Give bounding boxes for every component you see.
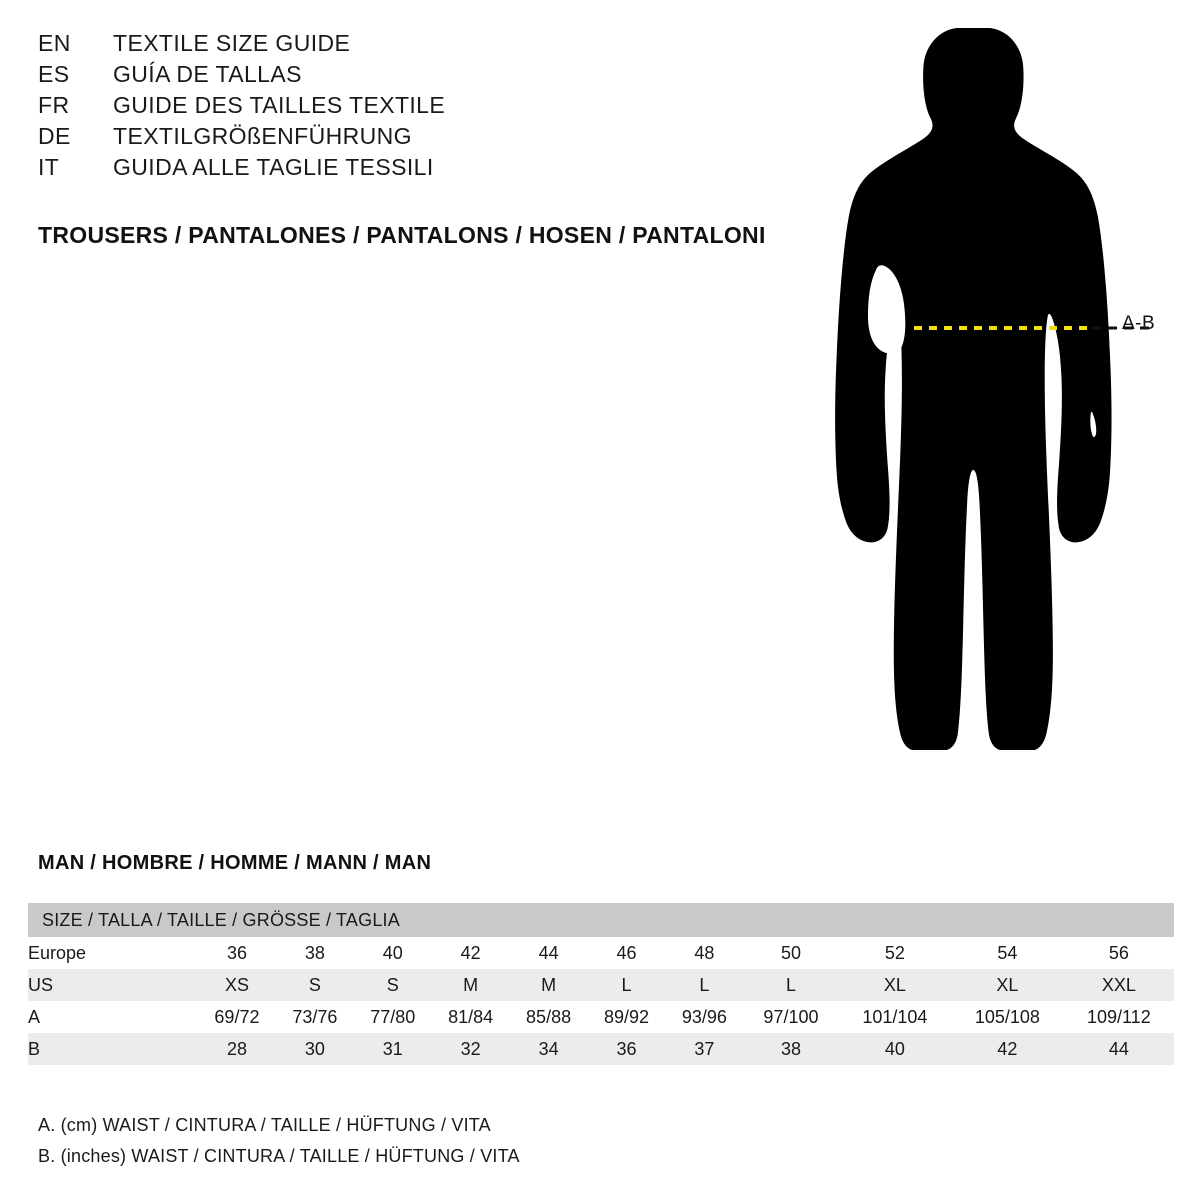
table-cell: 36	[198, 937, 276, 969]
language-row	[38, 61, 818, 92]
garment-type-line: TROUSERS / PANTALONES / PANTALONS / HOSEN / PANTALONI	[38, 222, 766, 248]
table-cell: 89/92	[588, 1001, 666, 1033]
language-code: DE	[38, 123, 71, 149]
language-text: GUIDE DES TAILLES TEXTILE	[113, 92, 446, 118]
table-cell: L	[588, 969, 666, 1001]
table-cell: L	[665, 969, 743, 1001]
language-row	[38, 123, 818, 154]
row-label: Europe	[28, 937, 198, 969]
table-cell: S	[276, 969, 354, 1001]
table-row	[28, 937, 1174, 969]
table-cell: L	[743, 969, 838, 1001]
table-cell: 101/104	[839, 1001, 952, 1033]
gender-label: MAN / HOMBRE / HOMME / MANN / MAN	[38, 852, 432, 874]
table-row	[28, 1001, 1174, 1033]
language-code: ES	[38, 61, 70, 87]
language-code: EN	[38, 30, 71, 56]
size-table	[28, 903, 1174, 1065]
table-row	[28, 1033, 1174, 1065]
table-cell: 28	[198, 1033, 276, 1065]
language-row	[38, 30, 818, 61]
table-cell: 81/84	[432, 1001, 510, 1033]
table-cell: 32	[432, 1033, 510, 1065]
language-text: GUÍA DE TALLAS	[113, 61, 302, 87]
table-cell: XXL	[1064, 969, 1174, 1001]
table-cell: 85/88	[510, 1001, 588, 1033]
table-cell: 56	[1064, 937, 1174, 969]
language-text: GUIDA ALLE TAGLIE TESSILI	[113, 154, 434, 180]
table-cell: 44	[510, 937, 588, 969]
table-cell: 37	[665, 1033, 743, 1065]
table-cell: 31	[354, 1033, 432, 1065]
language-code: FR	[38, 92, 70, 118]
table-cell: 44	[1064, 1033, 1174, 1065]
row-label: B	[28, 1033, 198, 1065]
silhouette-svg	[810, 20, 1190, 800]
table-cell: 50	[743, 937, 838, 969]
size-table-wrapper	[28, 903, 1174, 1065]
language-code: IT	[38, 154, 60, 180]
table-cell: 52	[839, 937, 952, 969]
row-label: US	[28, 969, 198, 1001]
table-cell: 34	[510, 1033, 588, 1065]
table-cell: 93/96	[665, 1001, 743, 1033]
table-cell: M	[432, 969, 510, 1001]
table-cell: 105/108	[951, 1001, 1064, 1033]
table-cell: 69/72	[198, 1001, 276, 1033]
table-cell: M	[510, 969, 588, 1001]
language-text: TEXTILE SIZE GUIDE	[113, 30, 351, 56]
table-cell: XL	[839, 969, 952, 1001]
language-row	[38, 92, 818, 123]
table-cell: XS	[198, 969, 276, 1001]
table-cell: 42	[432, 937, 510, 969]
table-cell: 97/100	[743, 1001, 838, 1033]
table-header-row	[28, 903, 1174, 937]
table-cell: 109/112	[1064, 1001, 1174, 1033]
table-row	[28, 969, 1174, 1001]
language-text: TEXTILGRÖßENFÜHRUNG	[113, 123, 412, 149]
footnote-b: B. (inches) WAIST / CINTURA / TAILLE / HÜFTUNG / VITA	[38, 1146, 520, 1166]
language-list	[38, 30, 818, 185]
table-header-label: SIZE / TALLA / TAILLE / GRÖSSE / TAGLIA	[42, 909, 400, 930]
table-cell: 42	[951, 1033, 1064, 1065]
table-cell: 46	[588, 937, 666, 969]
table-cell: 36	[588, 1033, 666, 1065]
table-cell: 40	[354, 937, 432, 969]
table-cell: 38	[743, 1033, 838, 1065]
table-cell: 30	[276, 1033, 354, 1065]
footnote-a: A. (cm) WAIST / CINTURA / TAILLE / HÜFTUNG / VITA	[38, 1115, 491, 1135]
table-cell: 48	[665, 937, 743, 969]
table-cell: XL	[951, 969, 1064, 1001]
table-cell: 38	[276, 937, 354, 969]
male-silhouette-figure	[810, 20, 1190, 800]
measure-label-ab: A-B	[1122, 313, 1156, 334]
table-cell: 77/80	[354, 1001, 432, 1033]
table-cell: 73/76	[276, 1001, 354, 1033]
footnotes	[38, 1110, 520, 1172]
table-cell: S	[354, 969, 432, 1001]
table-cell: 40	[839, 1033, 952, 1065]
table-cell: 54	[951, 937, 1064, 969]
language-row	[38, 154, 818, 185]
row-label: A	[28, 1001, 198, 1033]
